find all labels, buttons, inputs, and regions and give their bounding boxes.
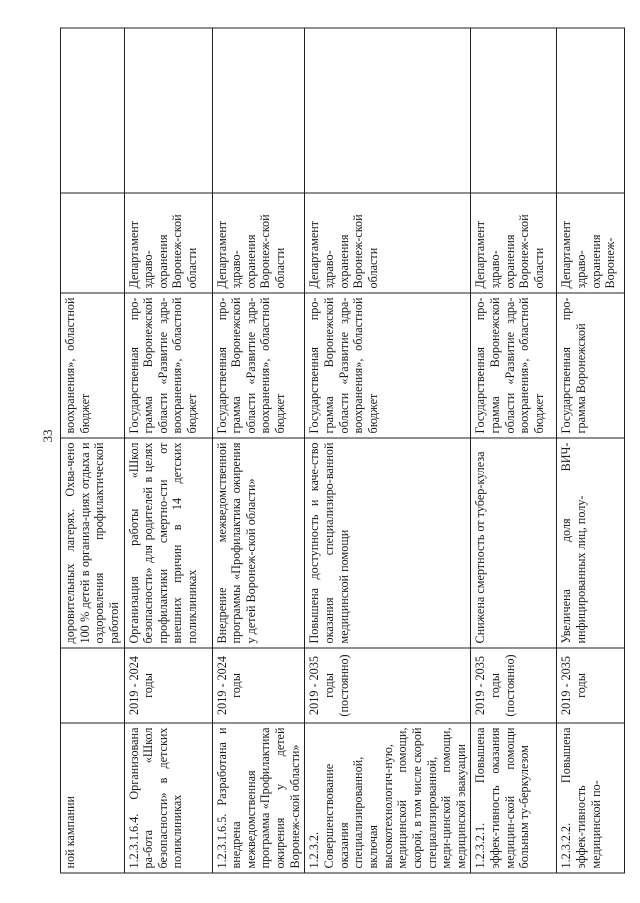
source-cell: Государственная про-грамма Воронежской области «Развитие здра-воохранения», областной бюджет (124, 293, 212, 438)
table-row (61, 28, 125, 873)
period-cell: 2019 - 2024 годы (124, 648, 212, 723)
source-cell: Государственная про-грамма Воронежской области «Развитие здра-воохранения», областной бюджет (305, 293, 471, 438)
period-cell: 2019 - 2035 годы (постоянно) (471, 648, 557, 723)
executor-cell (61, 193, 125, 293)
result-cell: Снижена смертность от тубер-кулеза (471, 438, 557, 648)
measure-cell: ной кампании (61, 723, 125, 873)
source-cell: воохранения», областной бюджет (61, 293, 125, 438)
period-cell: 2019 - 2024 годы (212, 648, 305, 723)
period-cell (61, 648, 125, 723)
extra-cell (471, 28, 557, 193)
executor-cell: Департамент здраво-охранения Воронеж-ской области (471, 193, 557, 293)
result-cell: Внедрение межведомственной программы «Профилактика ожирения у детей Воронеж-ской области» (212, 438, 305, 648)
period-cell: 2019 - 2035 годы (постоянно) (305, 648, 471, 723)
extra-cell (212, 28, 305, 193)
result-cell: Организация работы «Школ безопасности» для родителей в целях профилактики смертно-сти от внешних причин в 14 детских поликлиниках (124, 438, 212, 648)
program-measures-table (60, 28, 625, 874)
result-cell: Увеличена доля ВИЧ-инфицированных лиц, полу- (557, 438, 625, 648)
executor-cell: Департамент здраво-охранения Воронеж-ской области (124, 193, 212, 293)
executor-cell: Департамент здраво-охранения Воронеж-ской области (305, 193, 471, 293)
table-row (557, 28, 625, 873)
table-row (305, 28, 471, 873)
executor-cell: Департамент здраво-охранения Воронеж-ской области (212, 193, 305, 293)
table-row (124, 28, 212, 873)
executor-cell: Департамент здраво-охранения Воронеж- (557, 193, 625, 293)
measure-cell: 1.2.3.2. Совершенствование оказания специализированной, включая высокотехнологич-ную, медицинской помощи, скорой, в том числе скорой специализированной, меди-цинской помощи, медицинской эвакуации (305, 723, 471, 873)
measure-cell: 1.2.3.1.6.4. Организована ра-бота «Школ безопасности» в детских поликлиниках (124, 723, 212, 873)
extra-cell (124, 28, 212, 193)
rotated-table-container (60, 29, 618, 874)
extra-cell (305, 28, 471, 193)
page-number: 33 (40, 429, 55, 443)
extra-cell (557, 28, 625, 193)
source-cell: Государственная про-грамма Воронежской области «Развитие здра-воохранения», областной бюджет (212, 293, 305, 438)
source-cell: Государственная про-грамма Воронежской (557, 293, 625, 438)
table-row (212, 28, 305, 873)
measure-cell: 1.2.3.2.1. Повышена эффек-тивность оказания медицин-ской помощи больным ту-беркулезом (471, 723, 557, 873)
measure-cell: 1.2.3.1.6.5. Разработана и внедрена межведомственная программа «Профилактика ожирения у детей Воронеж-ской области» (212, 723, 305, 873)
source-cell: Государственная про-грамма Воронежской области «Развитие здра-воохранения», областной бюджет (471, 293, 557, 438)
result-cell: доровительных лагерях. Охва-чено 100 % детей в организа-циях отдыха и оздоровления профилактической работой (61, 438, 125, 648)
measure-cell: 1.2.3.2.2. Повышена эффек-тивность медицинской по- (557, 723, 625, 873)
table-row (471, 28, 557, 873)
result-cell: Повышена доступность и каче-ство оказания специализиро-ванной медицинской помощи (305, 438, 471, 648)
extra-cell (61, 28, 125, 193)
period-cell: 2019 - 2035 годы (557, 648, 625, 723)
